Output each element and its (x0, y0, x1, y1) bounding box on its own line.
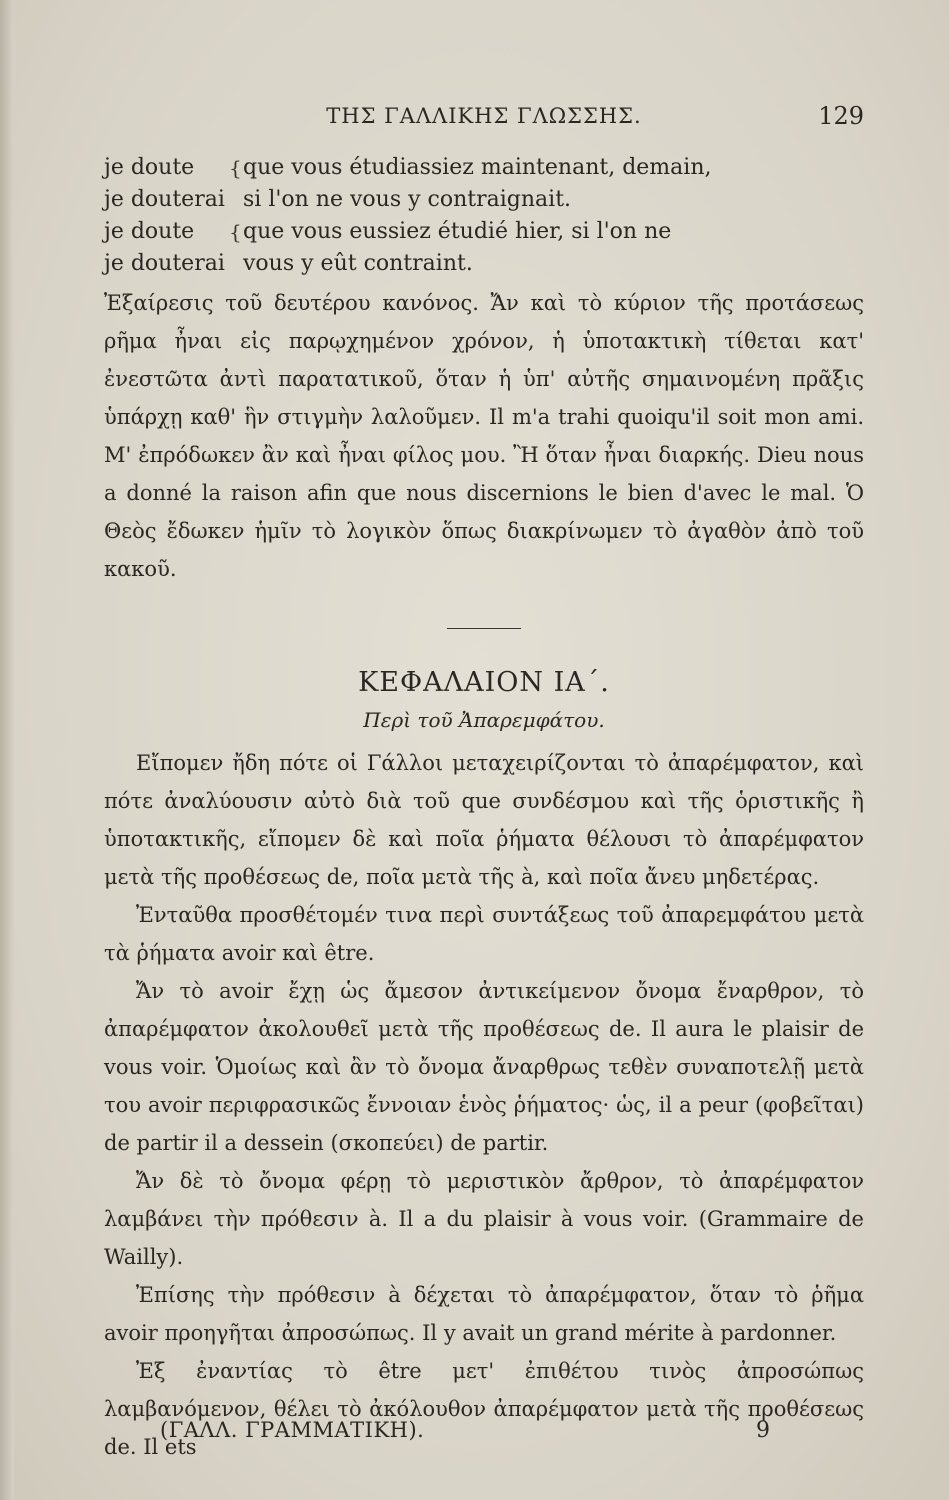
example-row (104, 248, 864, 280)
example-row (104, 152, 864, 184)
body-paragraph: Ἐπίσης τὴν πρόθεσιν à δέχεται τὸ ἀπαρέμφατον, ὅταν τὸ ῥῆμα avoir προηγῆται ἀπροσώπως. Il y avait un grand mérite à pardonner. (104, 1283, 864, 1345)
running-header (104, 100, 864, 136)
footer-title: (ΓΑΛΛ. ΓΡΑΜΜΑΤΙΚΗ). (160, 1418, 425, 1442)
running-title: ΤΗΣ ΓΑΛΛΙΚΗΣ ΓΛΩΣΣΗΣ. (326, 104, 642, 128)
chapter-subtitle: Περὶ τοῦ Ἀπαρεμφάτου. (363, 708, 605, 732)
body-paragraph: Ἄν δὲ τὸ ὄνομα φέρῃ τὸ μεριστικὸν ἄρθρον, τὸ ἀπαρέμφατον λαμβάνει τὴν πρόθεσιν à. Il a du plaisir à vous voir. (Grammaire de Wailly). (104, 1169, 864, 1269)
example-phrase: si l'on ne vous y contraignait. (243, 187, 572, 212)
exception-paragraph: Ἐξαίρεσις τοῦ δευτέρου κανόνος. Ἄν καὶ τὸ κύριον τῆς προτάσεως ρῆμα ἦναι εἰς παρῳχημένον χρόνον, ἡ ὑποτακτικὴ τίθεται κατ' ἐνεστῶτα ἀντὶ παρατατικοῦ, ὅταν ἡ ὑπ' αὐτῆς σημαινομένη πρᾶξις ὑπάρχῃ καθ' ἣν στιγμὴν λαλοῦμεν. Il m'a trahi quoiqu'il soit mon ami. Μ' ἐπρόδωκεν ἂν καὶ ἦναι φίλος μου. Ἢ ὅταν ἦναι διαρκής. Dieu nous a donné la raison afin que nous discernions le bien d'avec le mal. Ὁ Θεὸς ἔδωκεν ἡμῖν τὸ λογικὸν ὅπως διακρίνωμεν τὸ ἀγαθὸν ἀπὸ τοῦ κακοῦ. (104, 291, 864, 581)
example-row (104, 216, 864, 248)
body-paragraph: Ἐξ ἐναντίας τὸ être μετ' ἐπιθέτου τινὸς ἀπροσώπως λαμβανόμενον, θέλει τὸ ἀκόλουθον ἀπαρέμφατον μετὰ τῆς προθέσεως de. Il ets (104, 1359, 864, 1459)
example-verb: je douterai (104, 251, 225, 276)
example-verb: je doute (104, 155, 195, 180)
body-paragraph: Ἐνταῦθα προσθέτομέν τινα περὶ συντάξεως τοῦ ἀπαρεμφάτου μετὰ τὰ ῥήματα avoir καὶ être. (104, 903, 864, 965)
page-number: 129 (818, 102, 864, 130)
brace-icon: { (229, 220, 242, 244)
section-divider (447, 628, 521, 629)
example-verb: je douterai (104, 187, 225, 212)
example-phrase: vous y eût contraint. (243, 251, 473, 276)
example-phrase: que vous étudiassiez maintenant, demain, (243, 155, 712, 180)
chapter-title: ΚΕΦΑΛΑΙΟΝ ΙΑ΄. (358, 667, 610, 698)
body-paragraph: Εἴπομεν ἤδη πότε οἱ Γάλλοι μεταχειρίζονται τὸ ἀπαρέμφατον, καὶ πότε ἀναλύουσιν αὐτὸ διὰ τοῦ que συνδέσμου καὶ τῆς ὁριστικῆς ἢ ὑποτακτικῆς, εἴπομεν δὲ καὶ ποῖα ῥήματα θέλουσι τὸ ἀπαρέμφατον μετὰ τῆς προθέσεως de, ποῖα μετὰ τῆς à, καὶ ποῖα ἄνευ μηδετέρας. (104, 751, 864, 889)
body-paragraph: Ἄν τὸ avoir ἔχῃ ὡς ἄμεσον ἀντικείμενον ὄνομα ἔναρθρον, τὸ ἀπαρέμφατον ἀκολουθεῖ μετὰ τῆς προθέσεως de. Il aura le plaisir de vous voir. Ὁμοίως καὶ ἂν τὸ ὄνομα ἄναρθρως τεθὲν συναποτελῇ μετὰ του avoir περιφρασικῶς ἔννοιαν ἑνὸς ῥήματος· ὡς, il a peur (φοβεῖται) de partir il a dessein (σκοπεύει) de partir. (104, 979, 864, 1155)
page-body (104, 152, 864, 1466)
brace-icon (229, 184, 243, 216)
brace-icon: { (229, 156, 242, 180)
example-row (104, 184, 864, 216)
binding-edge (0, 0, 14, 1500)
page-footer (160, 1418, 770, 1452)
brace-icon (229, 248, 243, 280)
example-verb: je doute (104, 219, 195, 244)
signature-mark: 9 (756, 1418, 770, 1443)
example-phrase: que vous eussiez étudié hier, si l'on ne (243, 219, 672, 244)
